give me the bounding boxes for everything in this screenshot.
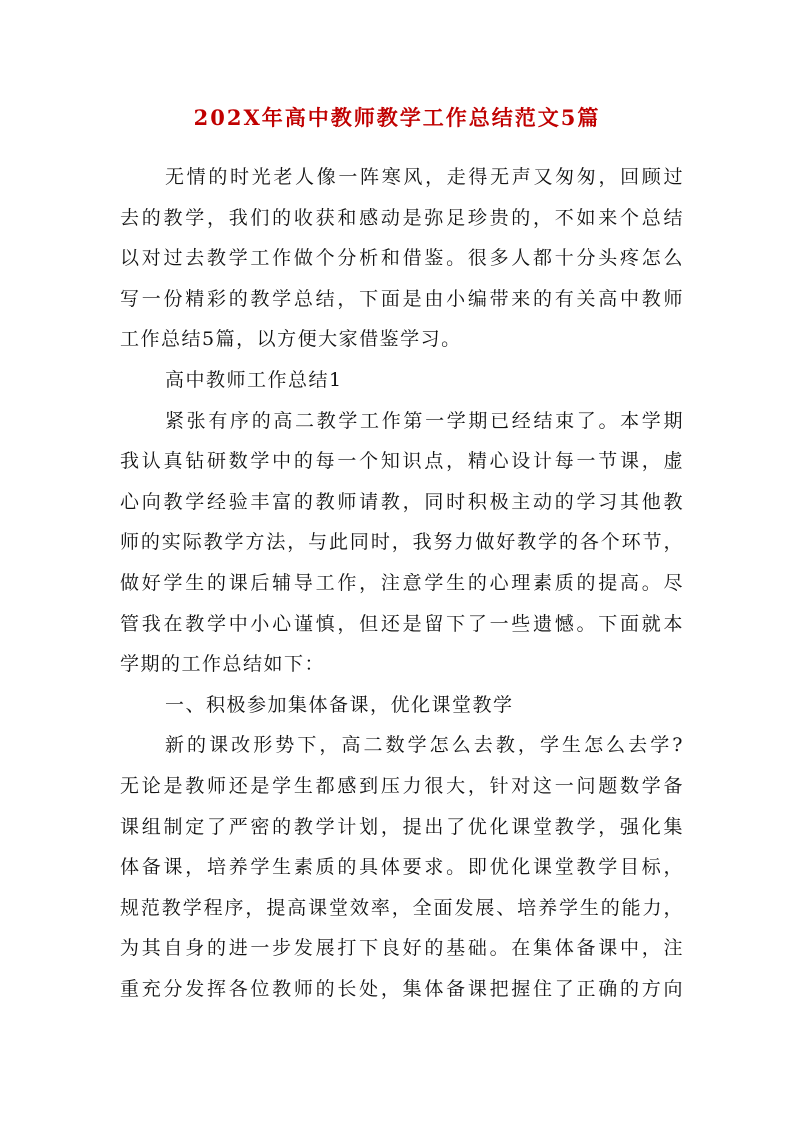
body-text-line: 师的实际教学方法，与此同时，我努力做好教学的各个环节，: [120, 531, 684, 554]
body-text-line: 工作总结5篇，以方便大家借鉴学习。: [120, 328, 462, 351]
body-text-line: 为其自身的进一步发展打下良好的基础。在集体备课中，注: [120, 937, 684, 960]
body-text-line: 去的教学，我们的收获和感动是弥足珍贵的，不如来个总结: [120, 206, 684, 229]
body-text-line: 学期的工作总结如下：: [120, 653, 326, 676]
document-body: [120, 157, 684, 1009]
body-text-line: 高中教师工作总结1: [165, 368, 343, 391]
body-text-line: 一、积极参加集体备课，优化课堂教学: [165, 693, 514, 716]
body-text-line: 体备课，培养学生素质的具体要求。即优化课堂教学目标，: [120, 856, 684, 879]
body-text-line: 无情的时光老人像一阵寒风，走得无声又匆匆，回顾过: [165, 166, 684, 188]
body-text-line: 以对过去教学工作做个分析和借鉴。很多人都十分头疼怎么: [120, 247, 684, 270]
document-title: 202X年高中教师教学工作总结范文5篇: [193, 105, 601, 130]
body-text-line: 无论是教师还是学生都感到压力很大，针对这一问题数学备: [120, 774, 684, 797]
body-text-line: 紧张有序的高二教学工作第一学期已经结束了。本学期: [165, 409, 684, 432]
body-text-line: 心向教学经验丰富的教师请教，同时积极主动的学习其他教: [120, 490, 684, 513]
body-text-line: 做好学生的课后辅导工作，注意学生的心理素质的提高。尽: [120, 571, 684, 594]
body-text-line: 管我在教学中小心谨慎，但还是留下了一些遗憾。下面就本: [120, 612, 684, 635]
body-text-line: 新的课改形势下，高二数学怎么去教，学生怎么去学?: [165, 734, 684, 757]
body-text-line: 规范教学程序，提高课堂效率，全面发展、培养学生的能力，: [120, 896, 684, 919]
body-text-line: 重充分发挥各位教师的长处，集体备课把握住了正确的方向: [120, 977, 684, 1000]
body-text-line: 课组制定了严密的教学计划，提出了优化课堂教学，强化集: [120, 815, 684, 838]
body-text-line: 写一份精彩的教学总结，下面是由小编带来的有关高中教师: [120, 287, 684, 310]
body-text-line: 我认真钻研数学中的每一个知识点，精心设计每一节课，虚: [120, 450, 684, 473]
